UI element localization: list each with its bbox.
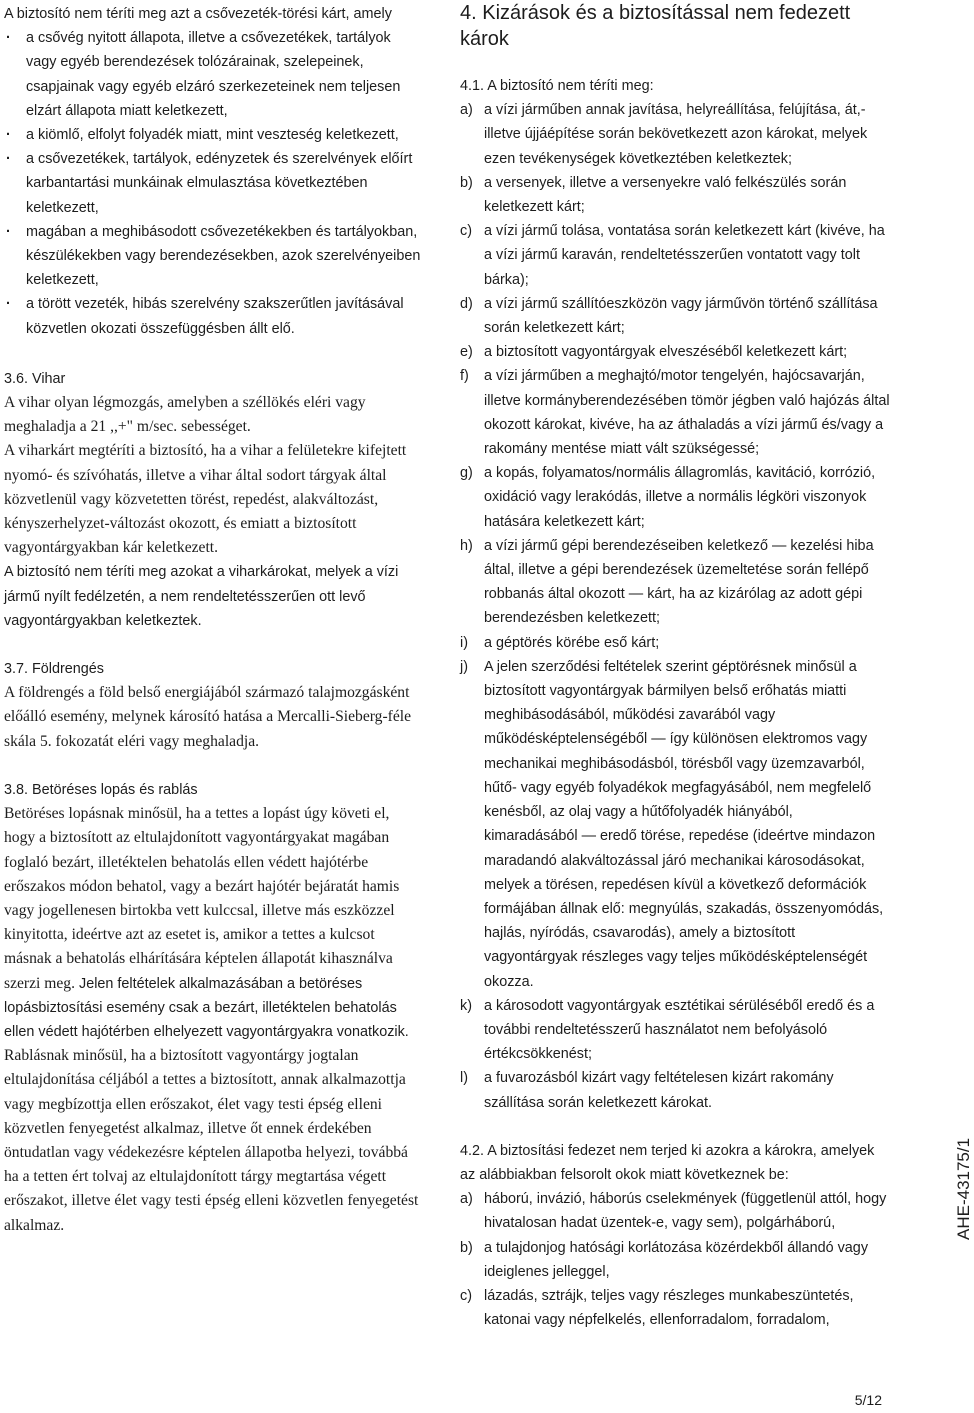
exclusion-list-4-2 (460, 1187, 890, 1332)
item-label: h) (460, 537, 473, 554)
list-item (460, 1284, 890, 1332)
item-text: a vízi járműben annak javítása, helyreállítása, felújítása, át,- illetve újjáépítése során bekövetkezett azon károkat, melyek ezen tevékenységek következtében keletkeztek; (484, 102, 868, 167)
list-item (460, 1187, 890, 1235)
list-item: · a csővég nyitott állapota, illetve a csővezetékek, tartályok vagy egyéb berendezések tolózárainak, szelepeinek, csapjainak vagy egyéb elzáró szerkezeteinek nem teljesen elzárt állapota miatt keletkezett, (4, 26, 424, 123)
item-text: a biztosított vagyontárgyak elveszéséből keletkezett kárt; (484, 344, 848, 361)
list-item (460, 994, 890, 1067)
item-text: a vízi jármű szállítóeszközön vagy járművön történő szállítása során keletkezett kárt; (484, 295, 878, 337)
burglary-definition-text: Betöréses lopásnak minősül, ha a tettes a lopást úgy követi el, hogy a biztosított az eltulajdonított vagyontárgyakat magában foglaló bezárt, illetéktelen behatolás ellen védett hajótérbe erőszakos módon behatol, vagy a bezárt hajótér bejáratát hamis vagy jogellenesen birtokba vett kulccsal, illetve más eszközzel kinyitotta, ideértve azt az esetet is, amikor a tettes a kulcsot másnak a behatolás elhárítására képtelen állapotát kihasználva szerzi meg. (4, 805, 400, 992)
item-text: a vízi jármű gépi berendezéseiben keletkező — kezelési hiba által, illetve a gépi berendezések üzemeltetése során fellépő robbanás által okozott — kárt, ha az kizárólag az adott gépi berendezésben keletkezett; (484, 537, 874, 627)
list-item (460, 340, 890, 364)
section-title-burglary: 3.8. Betöréses lopás és rablás (4, 781, 198, 798)
item-label: a) (460, 102, 473, 119)
item-label: b) (460, 1239, 473, 1256)
robbery-definition: Rablásnak minősül, ha a biztosított vagyontárgy jogtalan eltulajdonítása céljából a tettes a biztosított, annak alkalmazottja vagy megbízottja ellen erőszakot, élet vagy testi épség elleni közvetlen fenyegetést alkalmaz, illetve őt ennek érdekében öntudatlan vagy védekezésre képtelen állapotba helyezi, továbbá ha a tetten ért tolvaj az eltulajdonított tárgy megtartása végett erőszakot, illetve élet vagy testi épség elleni közvetlen fenyegetést alkalmaz. (4, 1047, 419, 1234)
item-label: i) (460, 634, 468, 651)
item-text: a kopás, folyamatos/normális állagromlás, kavitáció, korrózió, oxidáció vagy lerakódás, illetve a normális légköri viszonyok hatására keletkezett kárt; (484, 465, 876, 530)
storm-definition: A vihar olyan légmozgás, amelyben a széllökés eléri vagy meghaladja a 21 ,,+" m/sec. sebességet. (4, 394, 366, 436)
burglary-scope-text: Jelen feltételek alkalmazásában a betöréses lopásbiztosítási esemény csak a bezárt, illetéktelen behatolás ellen védett hajótérben elhelyezett vagyontárgyakra vonatkozik. (4, 975, 409, 1040)
item-text: a károsodott vagyontárgyak esztétikai sérüléséből eredő és a további rendeltetésszerű használatot nem befolyásoló értékcsökkenést; (484, 997, 875, 1063)
item-label: d) (460, 295, 473, 312)
list-item (460, 461, 890, 534)
exclusion-list-4-1 (460, 98, 890, 1115)
item-text: a tulajdonjog hatósági korlátozása közérdekből állandó vagy ideiglenes jelleggel, (484, 1239, 869, 1280)
list-item (460, 1236, 890, 1284)
document-code: AHE-43175/1 (954, 1137, 973, 1240)
list-item (460, 1066, 890, 1114)
item-text: háború, invázió, háborús cselekmények (függetlenül attól, hogy hivatalosan hadat üzentek-e, vagy sem), polgárháború, (484, 1191, 887, 1232)
exclusion-bullet-list (4, 26, 424, 341)
section-title-4-2: 4.2. A biztosítási fedezet nem terjed ki azokra a károkra, amelyek az alábbiakban felsorolt okok miatt következnek be: (460, 1142, 875, 1183)
item-label: c) (460, 1287, 472, 1304)
right-column (460, 0, 890, 1332)
item-text: a géptörés körébe eső kárt; (484, 634, 660, 651)
storm-coverage: A viharkárt megtéríti a biztosító, ha a vihar a felületekre kifejtett nyomó- és szívóhatás, illetve a vihar által sodort tárgyak által közvetlenül vagy közvetetten törést, repedést, alakváltozást, kényszerhelyzet-változást okozott, és emiatt a biztosított vagyontárgyakban kár keletkezett. (4, 442, 407, 557)
item-label: f) (460, 368, 469, 385)
intro-text: A biztosító nem téríti meg azt a csővezeték-törési kárt, amely (4, 6, 392, 22)
item-label: a) (460, 1191, 473, 1208)
left-column (4, 0, 424, 1238)
burglary-definition (4, 802, 424, 1044)
item-label: j) (460, 658, 468, 675)
list-item: · magában a meghibásodott csővezetékekben és tartályokban, készülékekben vagy berendezésekben, azok szerelvényeiben keletkezett, (4, 220, 424, 293)
item-text: a vízi járműben a meghajtó/motor tengelyén, hajócsavarján, illetve kormányberendezésében tömör jégben való hajózás által okozott károkat, kivéve, ha az áthaladás a vízi jármű és/vagy a rakomány mentése miatt vált szükségessé; (484, 368, 890, 458)
list-item (460, 292, 890, 340)
storm-exclusion: A biztosító nem téríti meg azokat a viharkárokat, melyek a vízi jármű nyílt fedélzetén, a nem rendeltetésszerűen ott levő vagyontárgyakban keletkeztek. (4, 564, 399, 629)
item-label: l) (460, 1070, 468, 1087)
item-label: e) (460, 344, 473, 361)
item-text: a vízi jármű tolása, vontatása során keletkezett kárt (kivéve, ha a vízi jármű karaván, rendeltetésszerűen vontatott vagy tolt bárka); (484, 223, 885, 288)
list-item (460, 219, 890, 292)
item-text: A jelen szerződési feltételek szerint géptörésnek minősül a biztosított vagyontárgyak bármilyen belső erőhatás miatti meghibásodásából, működési zavarából vagy működésképtelenségéből — így különösen elektromos vagy mechanikai meghibásodásból, törésből vagy üzemzavarból, hűtő- vagy egyéb folyadékok megfagyásából, nem megfelelő kenésből, az olaj vagy a hűtőfolyadék hiányából, kimaradásából — eredő törése, repedése (ideértve mindazon maradandó alakváltozással járó mechanikai károsodásokat, melyek a törésen, repedésen kívül a következő deformációk formájában állnak elő: megnyúlás, szakadás, összenyomódás, hajlás, nyíródás, csavarodás), amely a biztosított vagyontárgyak részleges vagy teljes működésképtelenségét okozza. (484, 658, 884, 990)
section-title-4-1: 4.1. A biztosító nem téríti meg: (460, 78, 654, 94)
item-label: c) (460, 223, 472, 240)
list-item (460, 534, 890, 631)
earthquake-definition: A földrengés a föld belső energiájából származó talajmozgásként előálló esemény, melynek károsító hatása a Mercalli-Sieberg-féle skála 5. fokozatát eléri vagy meghaladja. (4, 684, 412, 750)
list-item (460, 364, 890, 461)
section-title-earthquake: 3.7. Földrengés (4, 661, 104, 678)
list-item (460, 98, 890, 171)
list-item (460, 631, 890, 655)
section-title-storm: 3.6. Vihar (4, 370, 66, 387)
list-item: · a kiömlő, elfolyt folyadék miatt, mint veszteség keletkezett, (4, 123, 424, 147)
item-label: b) (460, 174, 473, 191)
page-number: 5/12 (854, 1392, 882, 1408)
list-item: · a csővezetékek, tartályok, edényzetek és szerelvények előírt karbantartási munkáinak elmulasztása következtében keletkezett, (4, 147, 424, 220)
page-heading: 4. Kizárások és a biztosítással nem fedezett károk (460, 2, 851, 50)
item-text: lázadás, sztrájk, teljes vagy részleges munkabeszüntetés, katonai vagy népfelkelés, ellenforradalom, forradalom, (484, 1287, 854, 1329)
list-item (460, 655, 890, 994)
item-label: k) (460, 997, 472, 1014)
item-label: g) (460, 465, 473, 482)
item-text: a versenyek, illetve a versenyekre való felkészülés során keletkezett kárt; (484, 174, 847, 216)
list-item: · a törött vezeték, hibás szerelvény szakszerűtlen javításával közvetlen okozati összefüggésben állt elő. (4, 292, 424, 340)
item-text: a fuvarozásból kizárt vagy feltételesen kizárt rakomány szállítása során keletkezett károkat. (484, 1070, 834, 1111)
list-item (460, 171, 890, 219)
